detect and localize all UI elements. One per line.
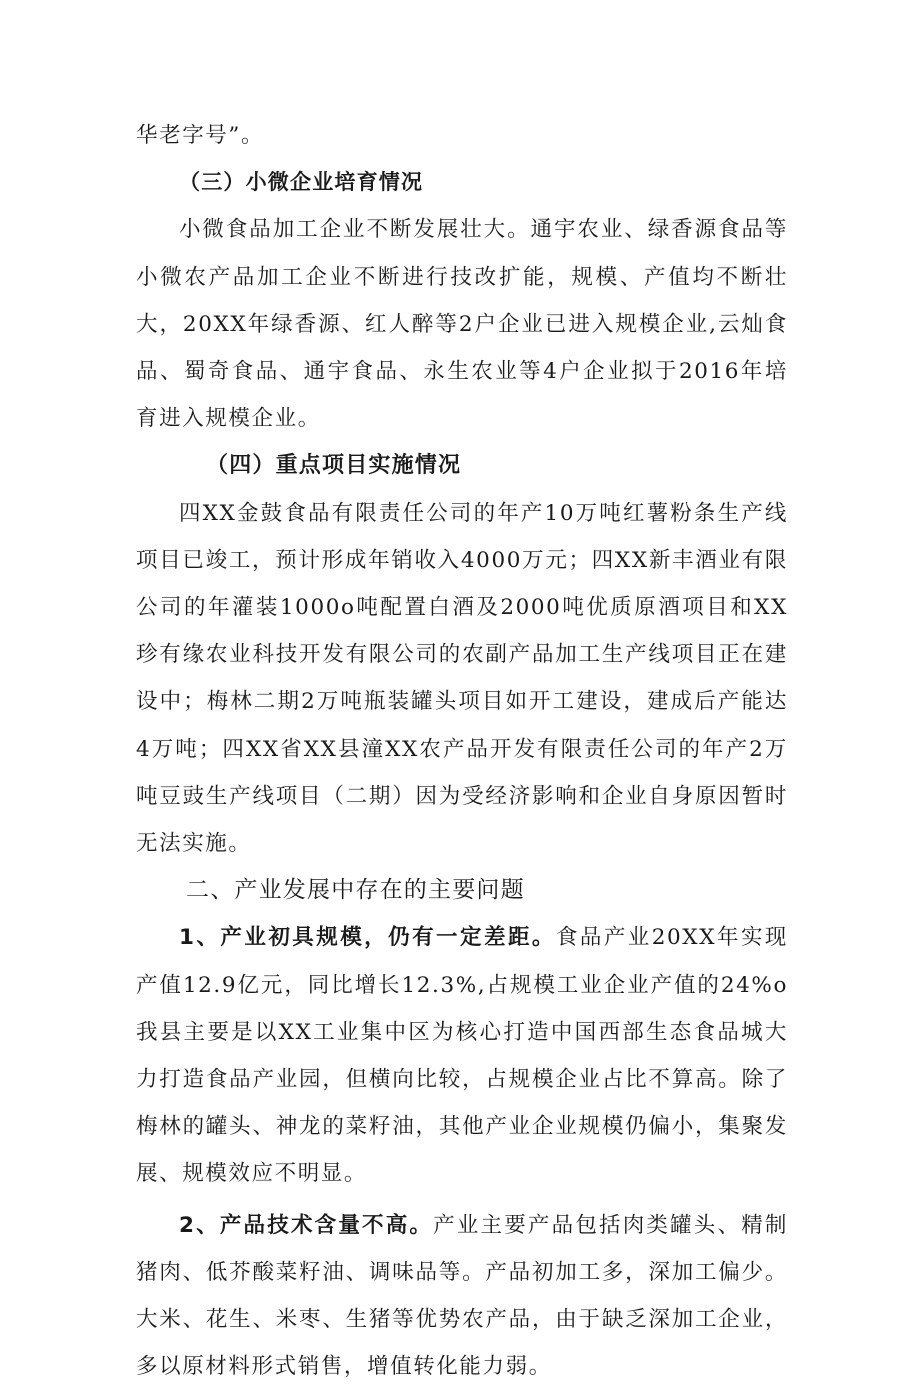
paragraph-problem-technology bbox=[136, 1202, 788, 1390]
problem-technology-lead: 2、产品技术含量不高。 bbox=[179, 1212, 434, 1238]
paragraph-small-micro-enterprises: 小微食品加工企业不断发展壮大。通宇农业、绿香源食品等小微农产品加工企业不断进行技改扩能，规模、产值均不断壮大，20XX年绿香源、红人醉等2户企业已进入规模企业,云灿食品、蜀奇食品、通宇食品、永生农业等4户企业拟于2016年培育进入规模企业。 bbox=[136, 217, 788, 432]
heading-small-micro-enterprises: （三）小微企业培育情况 bbox=[179, 170, 424, 195]
heading-key-projects: （四）重点项目实施情况 bbox=[206, 453, 462, 479]
problem-technology-body: 产业主要产品包括肉类罐头、精制猪肉、低芥酸菜籽油、调味品等。产品初加工多，深加工偏少。大米、花生、米枣、生猪等优势农产品，由于缺乏深加工企业，多以原材料形式销售，增值转化能力弱。 bbox=[136, 1212, 788, 1380]
problem-scale-body: 食品产业20XX年实现产值12.9亿元，同比增长12.3%,占规模工业企业产值的24%o我县主要是以XX工业集中区为核心打造中国西部生态食品城大力打造食品产业园，但横向比较，占规模企业占比不算高。除了梅林的罐头、神龙的菜籽油，其他产业企业规模仍偏小，集聚发展、规模效应不明显。 bbox=[136, 925, 789, 1187]
paragraph-key-projects: 四XX金鼓食品有限责任公司的年产10万吨红薯粉条生产线项目已竣工，预计形成年销收入4000万元；四XX新丰酒业有限公司的年灌装1000o吨配置白酒及2000吨优质原酒项目和XX珍有缘农业科技开发有限公司的农副产品加工生产线项目正在建设中；梅林二期2万吨瓶装罐头项目如开工建设，建成后产能达4万吨；四XX省XX县潼XX农产品开发有限责任公司的年产2万吨豆豉生产线项目（二期）因为受经济影响和企业自身原因暂时无法实施。 bbox=[136, 500, 788, 857]
problem-scale-lead: 1、产业初具规模，仍有一定差距。 bbox=[179, 925, 556, 951]
paragraph-problem-scale bbox=[136, 914, 788, 1197]
paragraph-continued: 华老字号”。 bbox=[136, 123, 265, 148]
heading-main-problems: 二、产业发展中存在的主要问题 bbox=[186, 877, 525, 904]
